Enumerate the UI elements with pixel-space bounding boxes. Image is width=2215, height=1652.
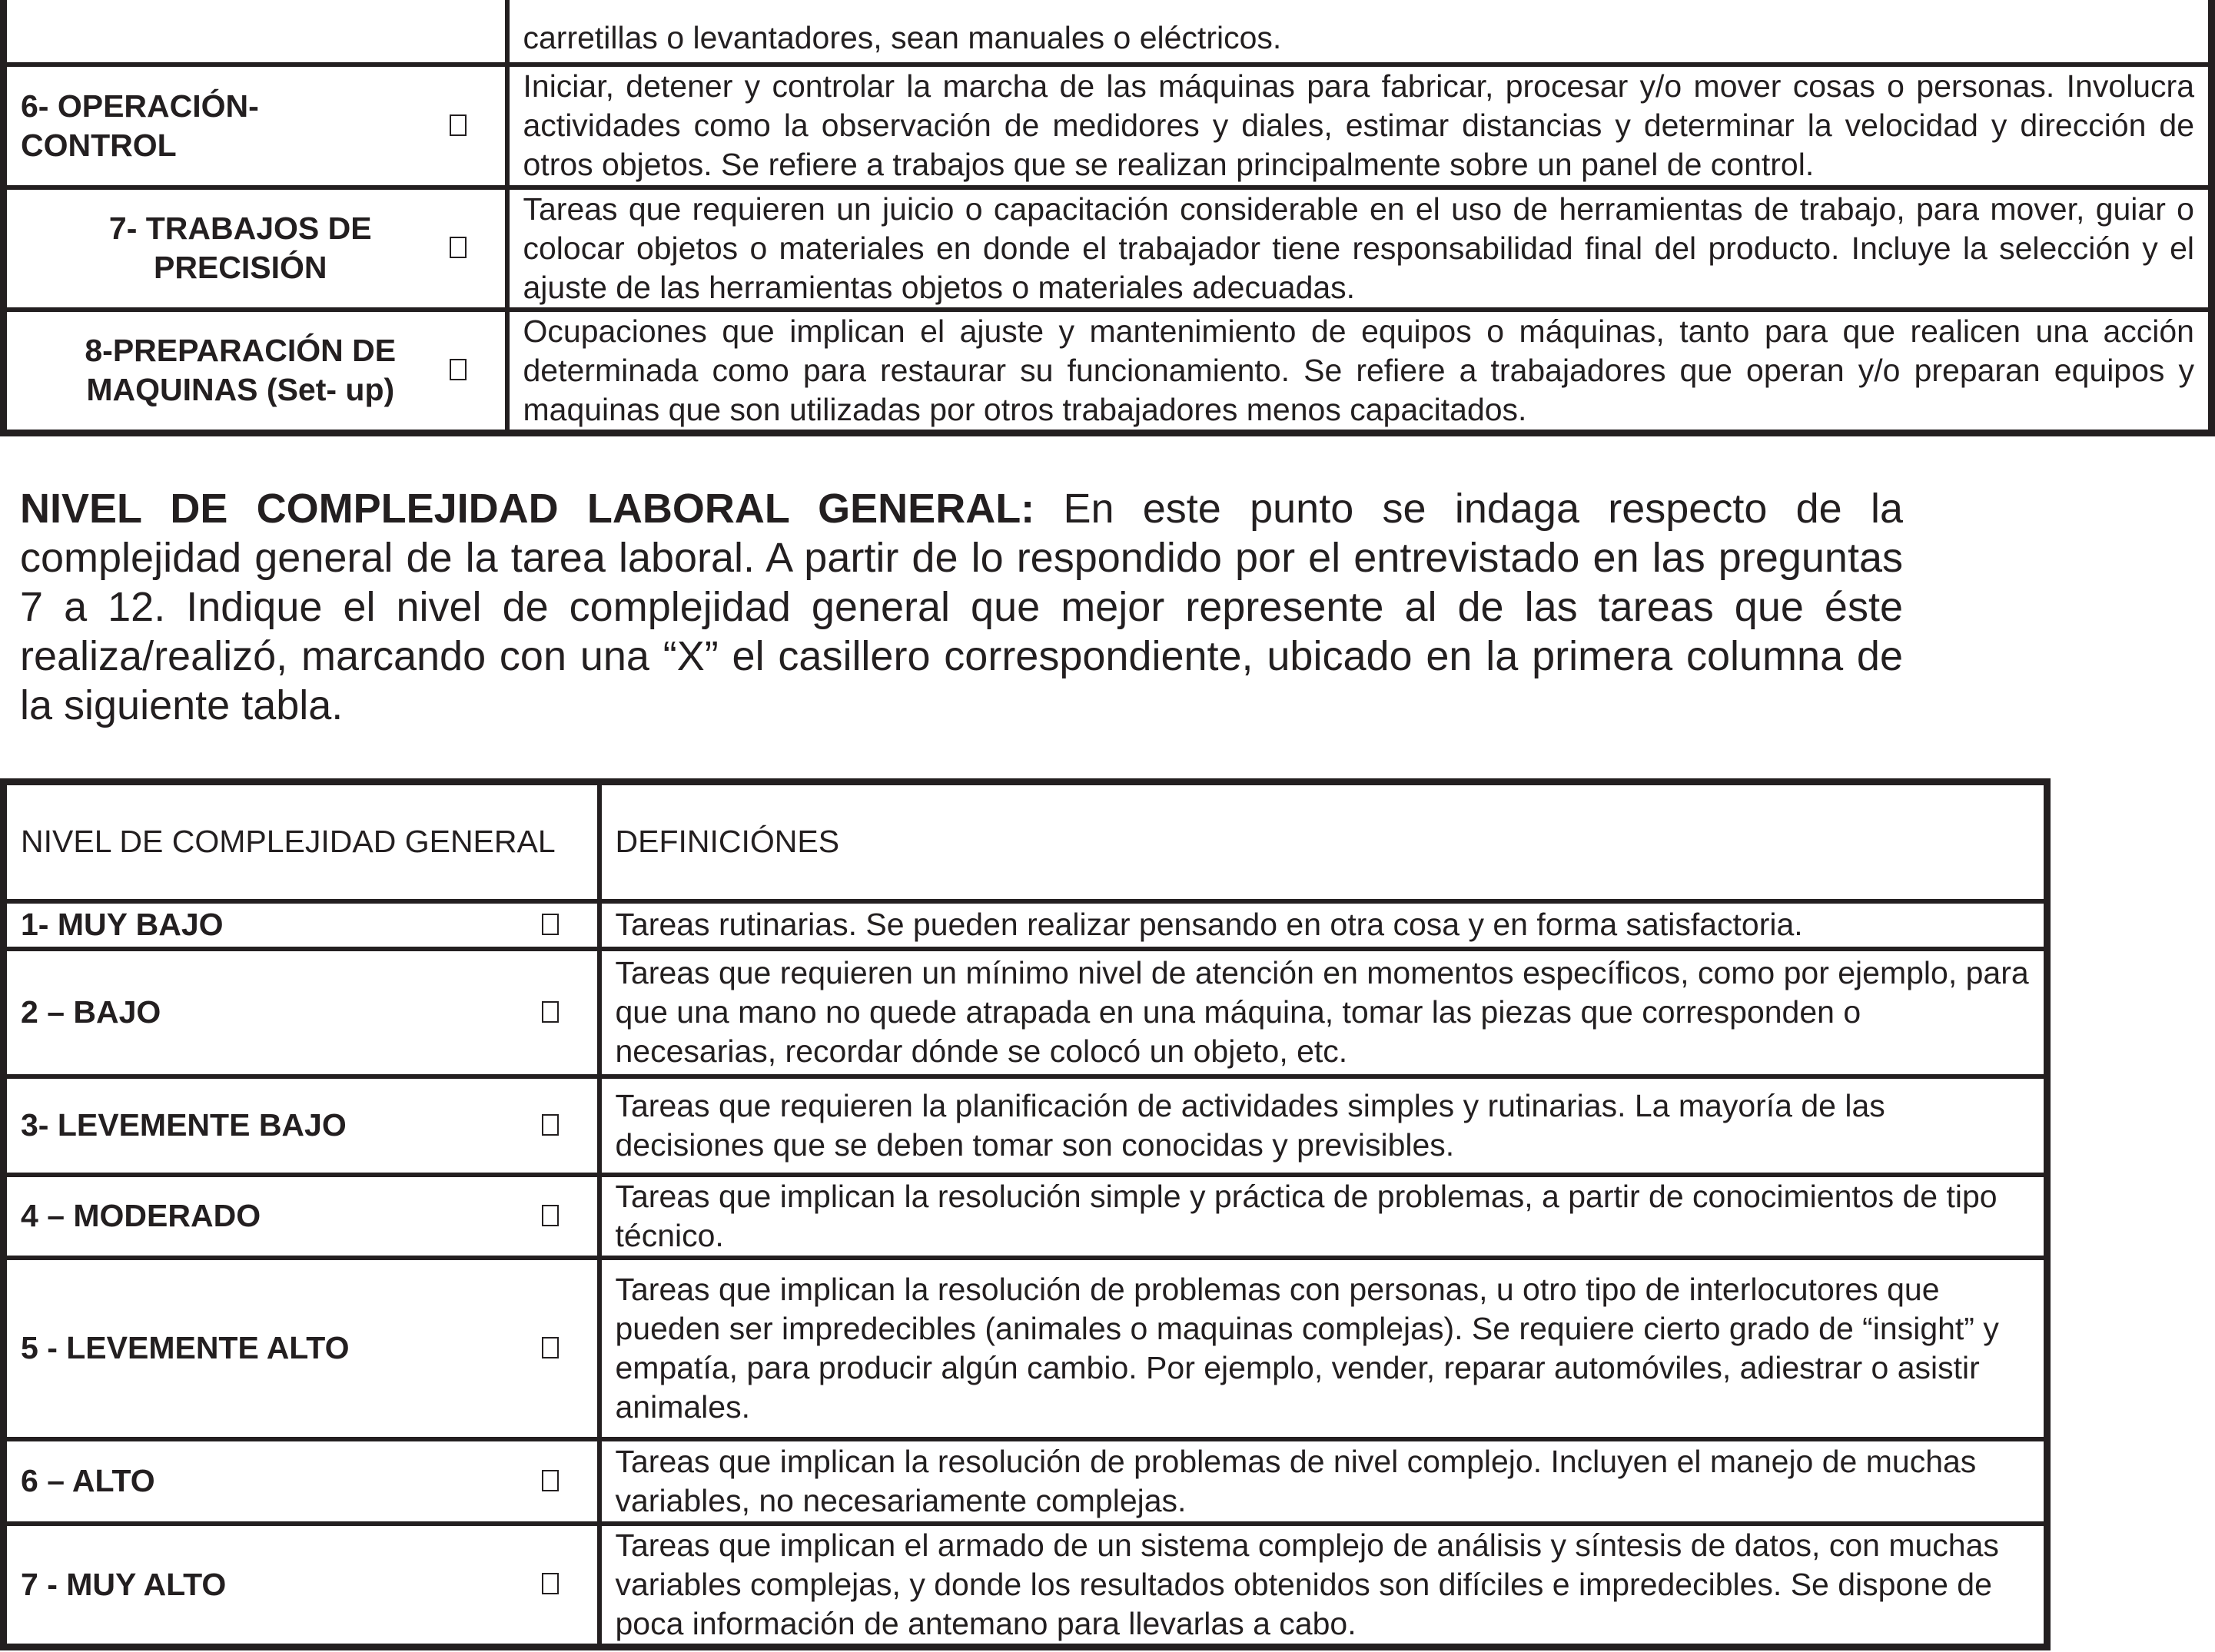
level-label-cell: [4, 1175, 599, 1258]
checkbox-moderado[interactable]: [542, 1205, 559, 1226]
category-label-cell: [4, 0, 507, 65]
checkbox-preparacion-maquinas[interactable]: [450, 359, 467, 380]
level-label-cell: [4, 1439, 599, 1524]
category-label-cell: [4, 310, 507, 433]
level-label: 2 – BAJO: [21, 994, 161, 1030]
level-label: 5 - LEVEMENTE ALTO: [21, 1330, 350, 1365]
definition-text: Tareas que implican la resolución de problemas de nivel complejo. Incluyen el manejo de muchas variables, no necesariamente complejas.: [615, 1443, 1977, 1518]
table-row: [4, 0, 2212, 65]
definition-cell: [599, 1439, 2047, 1524]
level-label-cell: [4, 1258, 599, 1439]
table-row: [4, 1439, 2047, 1524]
definition-text: Tareas que implican la resolución simple y práctica de problemas, a partir de conocimientos de tipo técnico.: [615, 1178, 1997, 1253]
category-label-cell: [4, 187, 507, 310]
table-row: [4, 1258, 2047, 1439]
definition-cell: [507, 65, 2212, 187]
category-label-line-1: 6- OPERACIÓN-: [21, 88, 259, 124]
category-label-cell: [4, 65, 507, 187]
header-definitions: DEFINICIÓNES: [599, 782, 2047, 901]
definition-cell: [599, 1258, 2047, 1439]
table-row: [4, 187, 2212, 310]
category-label: 7- TRABAJOS DE PRECISIÓN: [108, 211, 372, 285]
level-label: 4 – MODERADO: [21, 1198, 261, 1233]
definition-cell: [507, 0, 2212, 65]
header-level: NIVEL DE COMPLEJIDAD GENERAL: [4, 782, 599, 901]
definition-cell: [599, 949, 2047, 1076]
definition-text: Tareas que requieren un juicio o capacitación considerable en el uso de herramientas de trabajo, para mover, guiar o colocar objetos o materiales en donde el trabajador tiene responsabilidad final del producto. Incluye la selección y el ajuste de las herramientas objetos o materiales adecuadas.: [523, 191, 2194, 305]
checkbox-alto[interactable]: [542, 1470, 559, 1491]
level-label: 7 - MUY ALTO: [21, 1566, 227, 1602]
level-label: 6 – ALTO: [21, 1463, 155, 1498]
checkbox-levemente-bajo[interactable]: [542, 1114, 559, 1136]
complexity-level-table: [0, 778, 2051, 1650]
table-row: [4, 901, 2047, 949]
definition-text: Tareas que requieren la planificación de actividades simples y rutinarias. La mayoría de las decisiones que se deben tomar son conocidas y previsibles.: [615, 1087, 1885, 1163]
table-row: [4, 1524, 2047, 1647]
definition-cell: [507, 310, 2212, 433]
table-row: [4, 1076, 2047, 1175]
level-label-cell: [4, 1076, 599, 1175]
definition-cell: [507, 187, 2212, 310]
definition-text: Tareas rutinarias. Se pueden realizar pensando en otra cosa y en forma satisfactoria.: [615, 907, 1803, 942]
checkbox-trabajos-precision[interactable]: [450, 237, 467, 258]
definition-text: Tareas que requieren un mínimo nivel de atención en momentos específicos, como por ejemplo, para que una mano no quede atrapada en una máquina, tomar las piezas que corresponden o necesarias, recordar dónde se colocó un objeto, etc.: [615, 955, 2029, 1069]
level-label-cell: [4, 1524, 599, 1647]
level-label-cell: [4, 901, 599, 949]
definition-cell: [599, 1175, 2047, 1258]
level-label-cell: [4, 949, 599, 1076]
checkbox-operacion-control[interactable]: [450, 114, 467, 136]
level-label: 1- MUY BAJO: [21, 907, 224, 942]
table-header-row: [4, 782, 2047, 901]
definition-text: Tareas que implican la resolución de problemas con personas, u otro tipo de interlocutores que pueden ser impredecibles (animales o maquinas complejas). Se requiere cierto grado de “insight” y empatía, para producir algún cambio. Por ejemplo, vender, reparar automóviles, adiestrar o asistir animales.: [615, 1271, 1999, 1425]
checkbox-bajo[interactable]: [542, 1001, 559, 1023]
checkbox-levemente-alto[interactable]: [542, 1337, 559, 1358]
section-body: En este punto se indaga respecto de la complejidad general de la tarea laboral. A partir de lo respondido por el entrevistado en las preguntas 7 a 12. Indique el nivel de complejidad general que mejor represente al de las tareas que éste realiza/realizó, marcando con una “X” el casillero correspondiente, ubicado en la primera columna de la siguiente tabla.: [20, 486, 1903, 728]
definition-cell: [599, 1076, 2047, 1175]
category-label-line-2: CONTROL: [21, 127, 177, 163]
checkbox-muy-bajo[interactable]: [542, 914, 559, 935]
definition-text: carretillas o levantadores, sean manuales o eléctricos.: [523, 19, 1282, 55]
definition-text: Ocupaciones que implican el ajuste y mantenimiento de equipos o máquinas, tanto para que realicen una acción determinada como para restaurar su funcionamiento. Se refiere a trabajadores que operan y/o preparan equipos y maquinas que son utilizadas por otros trabajadores menos capacitados.: [523, 313, 2194, 427]
section-heading: NIVEL DE COMPLEJIDAD LABORAL GENERAL:: [20, 486, 1035, 532]
occupation-category-table: [0, 0, 2215, 436]
category-label: 8-PREPARACIÓN DE MAQUINAS (Set- up): [85, 333, 397, 407]
definition-text: Tareas que implican el armado de un sistema complejo de análisis y síntesis de datos, con muchas variables complejas, y donde los resultados obtenidos son difíciles e impredecibles. Se dispone de poca información de antemano para llevarlas a cabo.: [615, 1527, 1999, 1641]
table-row: [4, 65, 2212, 187]
level-label: 3- LEVEMENTE BAJO: [21, 1107, 347, 1143]
definition-cell: [599, 1524, 2047, 1647]
table-row: [4, 310, 2212, 433]
table-row: [4, 1175, 2047, 1258]
section-instructions: [20, 484, 1903, 730]
table-row: [4, 949, 2047, 1076]
checkbox-muy-alto[interactable]: [542, 1573, 559, 1594]
definition-cell: [599, 901, 2047, 949]
definition-text: Iniciar, detener y controlar la marcha de las máquinas para fabricar, procesar y/o mover cosas o personas. Involucra actividades como la observación de medidores y diales, estimar distancias y determinar la velocidad y dirección de otros objetos. Se refiere a trabajos que se realizan principalmente sobre un panel de control.: [523, 68, 2194, 182]
